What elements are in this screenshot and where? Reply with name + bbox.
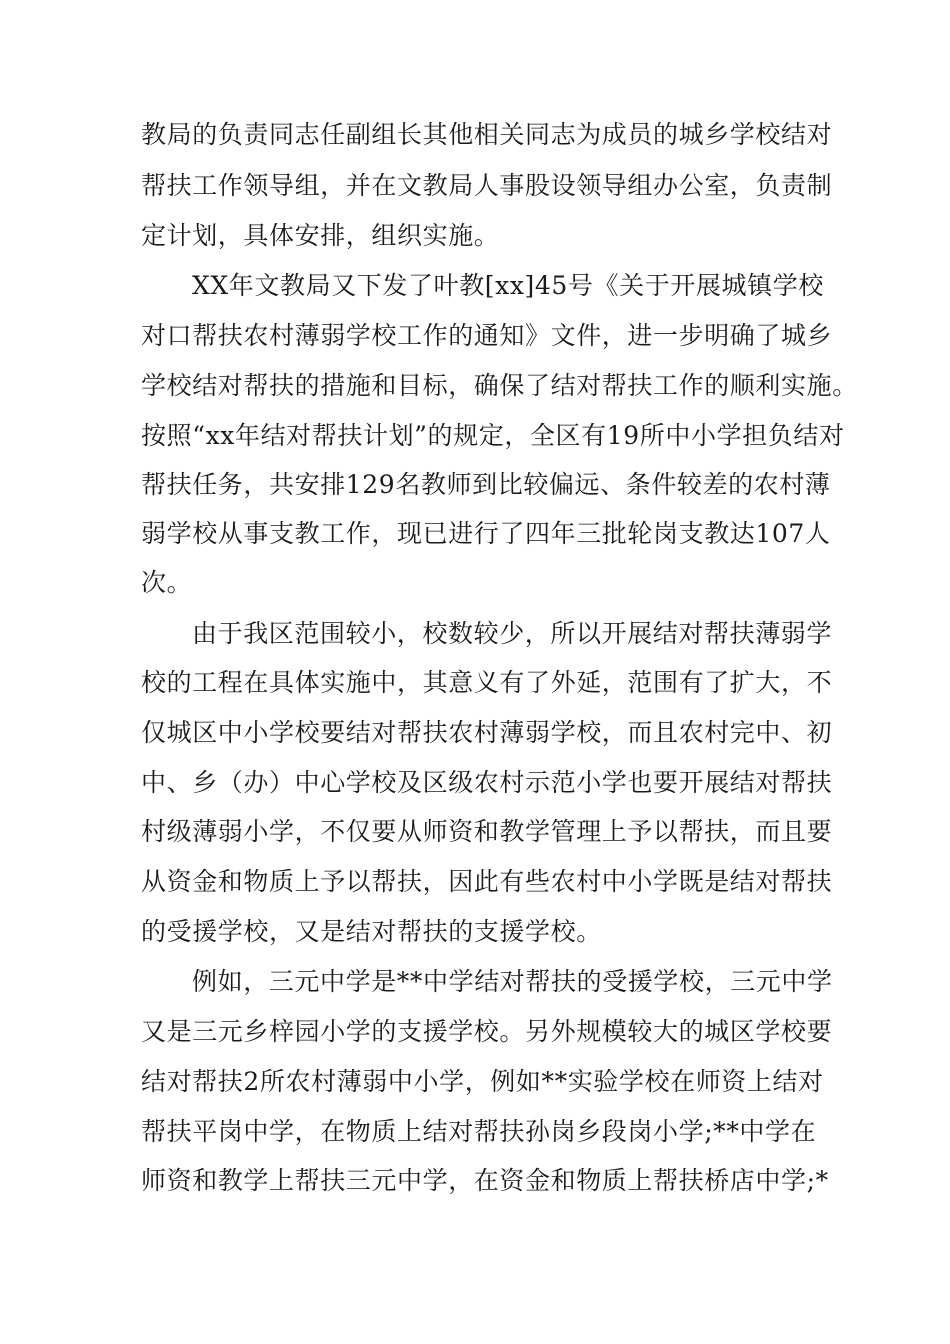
body-text-line: 按照“xx年结对帮扶计划”的规定，全区有19所中小学担负结对: [141, 421, 845, 450]
body-text-line: 中、乡（办）中心学校及区级农村示范小学也要开展结对帮扶: [141, 768, 833, 797]
paragraph-first-line: 由于我区范围较小，校数较少，所以开展结对帮扶薄弱学: [192, 619, 833, 648]
body-text-line: 弱学校从事支教工作，现已进行了四年三批轮岗支教达107人: [141, 519, 831, 548]
body-text-line: 对口帮扶农村薄弱学校工作的通知》文件，进一步明确了城乡: [141, 321, 833, 350]
paragraph-first-line: 例如，三元中学是**中学结对帮扶的受援学校，三元中学: [192, 967, 833, 996]
body-text-line: 村级薄弱小学，不仅要从师资和教学管理上予以帮扶，而且要: [141, 817, 833, 846]
body-text-line: 校的工程在具体实施中，其意义有了外延，范围有了扩大，不: [141, 668, 833, 697]
body-text-line: 又是三元乡梓园小学的支援学校。另外规模较大的城区学校要: [141, 1017, 833, 1046]
body-text-line: 帮扶平岗中学，在物质上结对帮扶孙岗乡段岗小学;**中学在: [141, 1117, 817, 1146]
paragraph-first-line: XX年文教局又下发了叶教[xx]45号《关于开展城镇学校: [192, 271, 824, 300]
body-text-line: 帮扶任务，共安排129名教师到比较偏远、条件较差的农村薄: [141, 470, 831, 499]
body-text-line: 从资金和物质上予以帮扶，因此有些农村中小学既是结对帮扶: [141, 867, 833, 896]
body-text-line: 定计划，具体安排，组织实施。: [141, 221, 500, 250]
body-text-line: 教局的负责同志任副组长其他相关同志为成员的城乡学校结对: [141, 120, 833, 149]
body-text-line: 仅城区中小学校要结对帮扶农村薄弱学校，而且农村完中、初: [141, 718, 833, 747]
body-text-line: 师资和教学上帮扶三元中学，在资金和物质上帮扶桥店中学;*: [141, 1166, 829, 1195]
body-text-line: 结对帮扶2所农村薄弱中小学，例如**实验学校在师资上结对: [141, 1067, 824, 1096]
body-text-line: 次。: [141, 568, 193, 597]
body-text-line: 的受援学校，又是结对帮扶的支援学校。: [141, 917, 602, 946]
body-text-line: 帮扶工作领导组，并在文教局人事股设领导组办公室，负责制: [141, 171, 833, 200]
body-text-line: 学校结对帮扶的措施和目标，确保了结对帮扶工作的顺利实施。: [141, 371, 858, 400]
